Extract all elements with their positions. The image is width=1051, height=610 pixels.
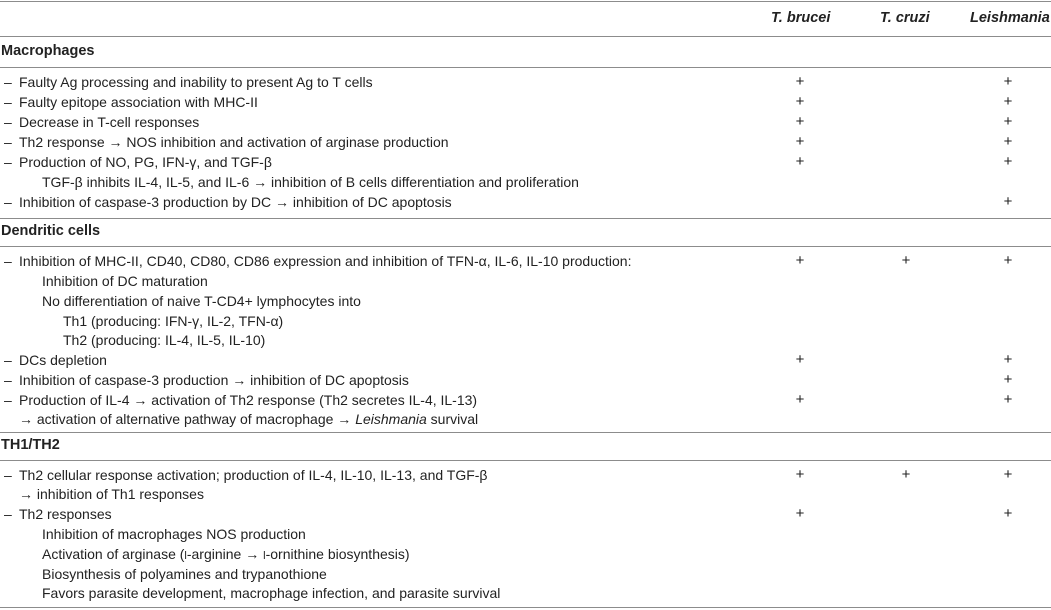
column-header-t-brucei: T. brucei	[771, 10, 831, 26]
section-title-th1-th2: TH1/TH2	[1, 437, 60, 453]
arginase-text-c: -ornithine biosynthesis)	[265, 546, 410, 562]
bullet-dash: –	[4, 154, 12, 170]
mark-leishmania: +	[1003, 351, 1013, 368]
mark-t-brucei: +	[795, 153, 805, 170]
section-title-dendritic-cells: Dendritic cells	[1, 223, 101, 239]
bullet-dash: –	[4, 467, 12, 483]
row-label: Inhibition of MHC-II, CD40, CD80, CD86 expression and inhibition of TFN-α, IL-6, IL-10 production:	[19, 253, 632, 269]
bullet-dash: –	[4, 94, 12, 110]
bottom-rule	[0, 607, 1051, 608]
row-label: Th2 responses	[19, 506, 112, 522]
mark-leishmania: +	[1003, 113, 1013, 130]
row-sublabel: Inhibition of DC maturation	[42, 273, 208, 289]
arginase-text-a: Activation of arginase (	[42, 546, 185, 562]
section-rule	[0, 460, 1051, 461]
row-label: Production of IL-4 → activation of Th2 response (Th2 secretes IL-4, IL-13)	[19, 392, 478, 408]
row-continuation	[19, 410, 478, 428]
row-label: Inhibition of caspase-3 production by DC → inhibition of DC apoptosis	[19, 194, 452, 210]
mark-t-brucei: +	[795, 391, 805, 408]
mark-leishmania: +	[1003, 93, 1013, 110]
row-subsublabel: Th2 (producing: IL-4, IL-5, IL-10)	[63, 332, 266, 348]
row-label: Faulty epitope association with MHC-II	[19, 94, 258, 110]
bullet-dash: –	[4, 372, 12, 388]
row-label: Inhibition of caspase-3 production → inhibition of DC apoptosis	[19, 372, 409, 388]
mark-t-brucei: +	[795, 73, 805, 90]
l-prefix: l	[263, 550, 266, 562]
bullet-dash: –	[4, 134, 12, 150]
row-label: Decrease in T-cell responses	[19, 114, 200, 130]
row-continuation-text: → activation of alternative pathway of macrophage →	[19, 411, 356, 427]
mark-t-brucei: +	[795, 351, 805, 368]
bullet-dash: –	[4, 114, 12, 130]
mark-t-brucei: +	[795, 93, 805, 110]
mark-leishmania: +	[1003, 153, 1013, 170]
mark-t-brucei: +	[795, 133, 805, 150]
row-sublabel: TGF-β inhibits IL-4, IL-5, and IL-6 → inhibition of B cells differentiation and proliferation	[42, 174, 579, 190]
top-rule	[0, 1, 1051, 2]
mark-leishmania: +	[1003, 252, 1013, 269]
bullet-dash: –	[4, 194, 12, 210]
mark-leishmania: +	[1003, 73, 1013, 90]
header-rule	[0, 36, 1051, 37]
section-rule	[0, 67, 1051, 68]
mark-t-brucei: +	[795, 252, 805, 269]
bullet-dash: –	[4, 506, 12, 522]
row-sublabel: Favors parasite development, macrophage infection, and parasite survival	[42, 585, 501, 601]
mark-leishmania: +	[1003, 371, 1013, 388]
row-label: Faulty Ag processing and inability to present Ag to T cells	[19, 74, 373, 90]
mark-t-brucei: +	[795, 466, 805, 483]
row-label: Th2 cellular response activation; production of IL-4, IL-10, IL-13, and TGF-β	[19, 467, 488, 483]
species-name: Leishmania	[355, 411, 427, 427]
l-prefix: l	[184, 550, 187, 562]
row-continuation: → inhibition of Th1 responses	[19, 486, 204, 502]
bullet-dash: –	[4, 74, 12, 90]
column-header-t-cruzi: T. cruzi	[880, 10, 930, 26]
row-label: Production of NO, PG, IFN-γ, and TGF-β	[19, 154, 272, 170]
mark-leishmania: +	[1003, 466, 1013, 483]
row-sublabel: Biosynthesis of polyamines and trypanothione	[42, 566, 327, 582]
column-header-leishmania: Leishmania	[970, 10, 1050, 26]
mark-leishmania: +	[1003, 133, 1013, 150]
mark-t-brucei: +	[795, 505, 805, 522]
arginase-text-b: -arginine →	[186, 546, 264, 562]
mark-t-cruzi: +	[901, 466, 911, 483]
mark-t-cruzi: +	[901, 252, 911, 269]
row-sublabel	[42, 545, 410, 565]
section-title-macrophages: Macrophages	[1, 43, 95, 59]
mark-leishmania: +	[1003, 391, 1013, 408]
bullet-dash: –	[4, 352, 12, 368]
row-label: DCs depletion	[19, 352, 107, 368]
section-rule	[0, 246, 1051, 247]
mark-leishmania: +	[1003, 193, 1013, 210]
section-rule	[0, 218, 1051, 219]
bullet-dash: –	[4, 392, 12, 408]
row-sublabel: Inhibition of macrophages NOS production	[42, 526, 306, 542]
row-label: Th2 response → NOS inhibition and activation of arginase production	[19, 134, 449, 150]
mark-t-brucei: +	[795, 113, 805, 130]
section-rule	[0, 432, 1051, 433]
row-subsublabel: Th1 (producing: IFN-γ, IL-2, TFN-α)	[63, 313, 284, 329]
mark-leishmania: +	[1003, 505, 1013, 522]
row-continuation-tail: survival	[426, 411, 479, 427]
row-sublabel: No differentiation of naive T-CD4+ lymphocytes into	[42, 293, 361, 309]
bullet-dash: –	[4, 253, 12, 269]
